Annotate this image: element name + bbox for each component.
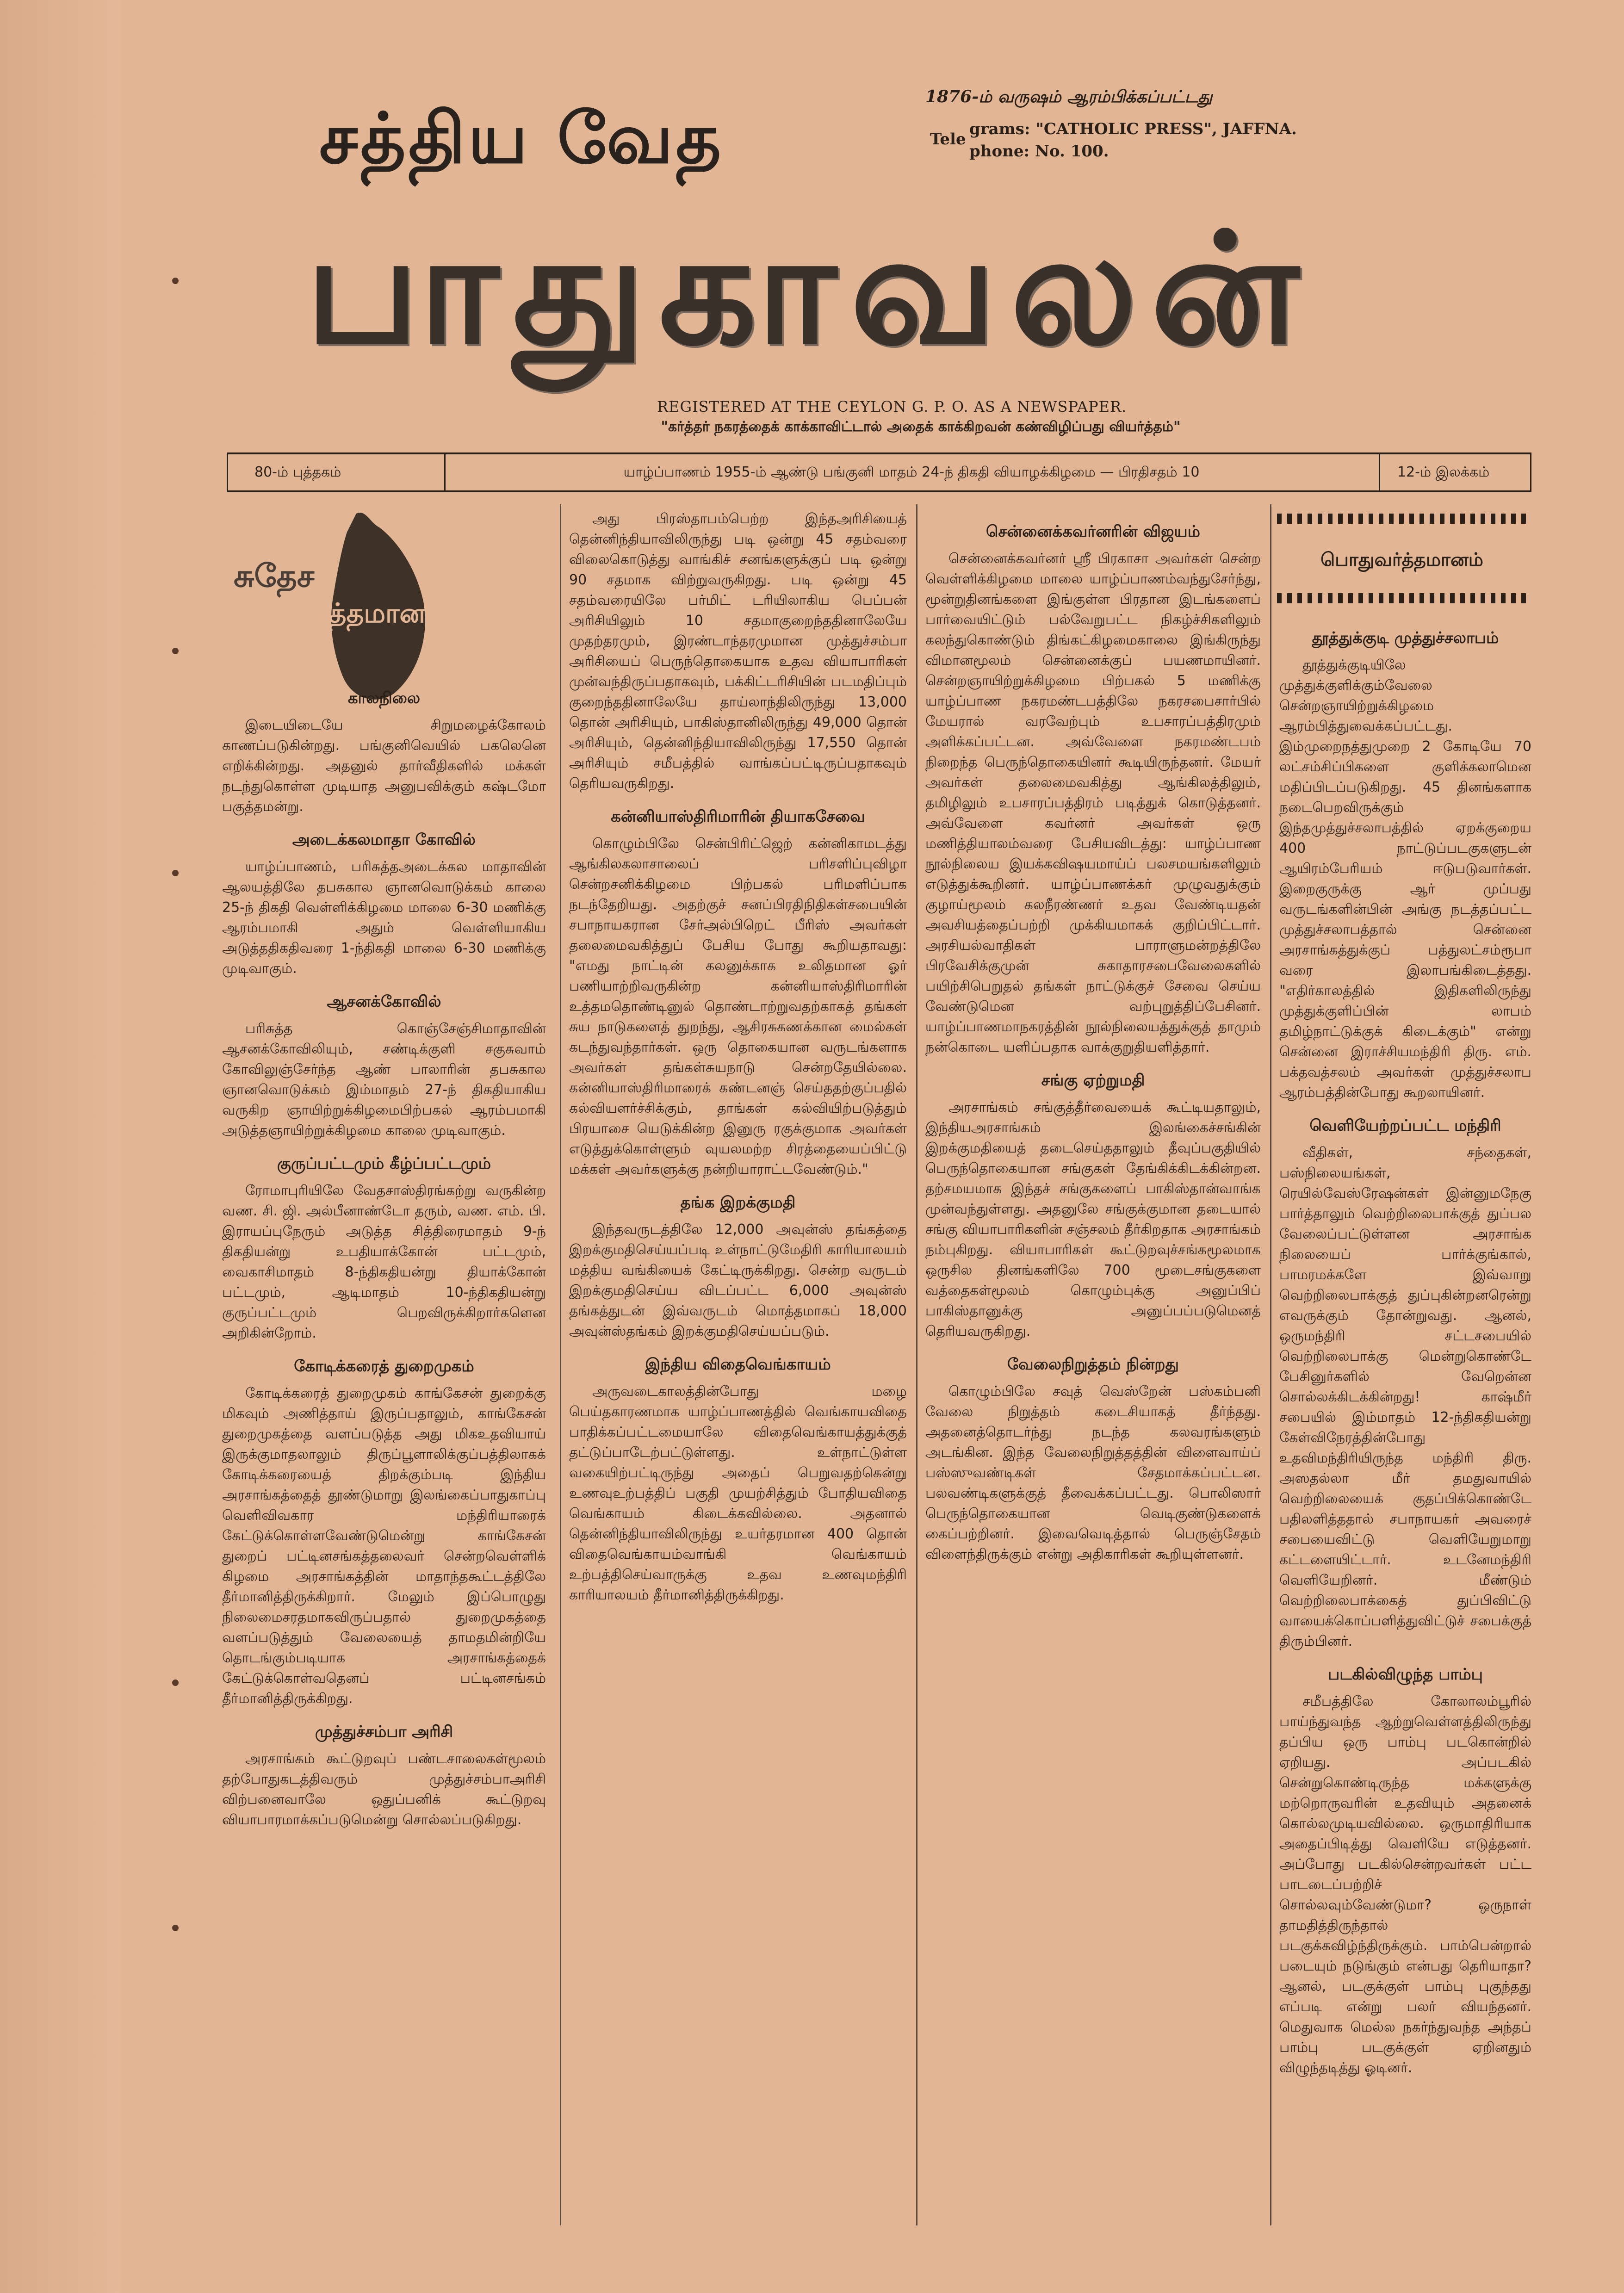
article-body: கொழும்பிலே சென்பிரிட்ஜெற் கன்னிகாமடத்து ஆங்கிலகலாசாலைப் பரிசளிப்புவிழா சென்றசனிக்கிழமை பிற்பகல் பரிமளிப்பாக நடந்தேறியது. அதற்குச் சனப்பிரதிநிதிகள்சபையின் சபாநாயகரான சேர்அல்பிறெட் பீரிஸ் அவர்கள் தலைமைவகித்துப் பேசிய போது கூறியதாவது: "எமது நாட்டின் கலனுக்காக உலிதமான ஓர் பணியாற்றிவருகின்ற கன்னியாஸ்திரிமாரின் உத்தமதொண்டினுல் தொண்டாற்றுவதற்காகத் தங்கள் சுய நாடுகளைத் துறந்து, ஆசிரசுகணக்கான மைல்கள் கடந்துவந்தார்கள். ஒரு தொகையான வருடங்களாக அவர்கள் தங்கள்சுயநாடு சென்றதேயில்லை. கன்னியாஸ்திரிமாரைக் கண்டனஞ் செய்ததற்குப்பதில் கல்வியளர்ச்சிக்கும், தாங்கள் கல்வியிற்படுத்தும் பிரயாசை யெடுக்கின்ற இனுரு ரகுக்குமாக அவர்கள் எடுத்துக்கொள்ளும் வுயலமற்ற சிரத்தையைப்பிட்டு மக்கள் அவர்களுக்கு நன்றியாராட்டவேண்டும்." [569,836,907,1177]
article-body: ரோமாபுரியிலே வேதசாஸ்திரங்கற்று வருகின்ற வண. சி. ஜி. அல்பீனாண்டோ தரும், வண. எம். பி. இராயப்புநேரும் அடுத்த சித்திரைமாதம் 9-ந் திகதியன்று உபதியாக்கோன் பட்டமும், வைகாசிமாதம் 8-ந்திகதியன்று தியாக்கோன் பட்டமும், ஆடிமாதம் 10-ந்திகதியன்று குருப்பட்டமும் பெறவிருக்கிறார்களென அறிகின்றோம். [222,1183,546,1341]
established-note: 1876-ம் வருஷம் ஆரம்பிக்கப்பட்டது [925,87,1213,106]
article-body: சமீபத்திலே கோலாலம்பூரில் பாய்ந்துவந்த ஆற்றுவெள்ளத்திலிருந்து தப்பிய ஒரு பாம்பு படகொன்றில் ஏறியது. அப்படகில் சென்றுகொண்டிருந்த மக்களுக்கு மற்றொருவரின் உதவியும் அதனைக் கொல்லமுடியவில்லை. ஒருமாதிரியாக அதைப்பிடித்து வெளியே எடுத்தனர். அப்போது படகில்சென்றவர்கள் பட்ட பாடடைப்பற்றிச் சொல்லவும்வேண்டுமா? ஒருநாள் தாமதித்திருந்தால் படகுக்கவிழ்ந்திருக்கும். பாம்பென்றால் படையும் நடுங்கும் என்பது தெரியாதா? ஆனல், படகுக்குள் பாம்பு புகுந்தது எப்படி என்று பலர் வியந்தனர். மெதுவாக மெல்ல நகர்ந்துவந்த அந்தப் பாம்பு படகுக்குள் ஏறினதும் விழுந்தடித்து ஓடினர். [1279,1693,1531,2076]
date-line: யாழ்ப்பாணம் 1955-ம் ஆண்டு பங்குனி மாதம் 24-ந் திகதி வியாழக்கிழமை — பிரதிசதம் 10 [623,464,1200,480]
section-title-sudesa [234,558,447,632]
article-body: பரிசுத்த கொஞ்சேஞ்சிமாதாவின் ஆசனக்கோவிலியும், சண்டிக்குளி சகுசுவாம் கோவிலுஞ்சேர்ந்த ஆண் பாலாரின் தபசுகால ஞானவொடுக்கம் இம்மாதம் 27-ந் திகதியாகிய வருகிற ஞாயிற்றுக்கிழமைபிற்பகல் ஆரம்பமாகி அடுத்தஞாயிற்றுக்கிழமை காலை முடிவாகும். [222,1021,546,1139]
article-heading: ஆசனக்கோவில் [327,992,441,1011]
article-body: கொழும்பிலே சவுத் வெஸ்றேன் பஸ்கம்பனி வேலை நிறுத்தம் கடைசியாகத் தீர்ந்தது. அதனைத்தொடர்ந்து நடந்த கலவரங்களும் அடங்கின. இந்த வேலைநிறுத்தத்தின் விளைவாய்ப் பஸ்ஸுவண்டிகள் சேதமாக்கப்பட்டன. பலவண்டிகளுக்குத் தீவைக்கப்பட்டது. பொலிஸார் பெருந்தொகையான வெடிகுண்டுகளைக் கைப்பற்றினர். இவைவெடித்தால் பெருஞ்சேதம் விளைந்திருக்கும் என்று அதிகாரிகள் கூறியுள்ளனர். [925,1383,1261,1562]
article-heading: இந்திய விதைவெங்காயம் [645,1355,831,1374]
motto: "கர்த்தர் நகரத்தைக் காக்காவிட்டால் அதைக் காக்கிறவன் கண்விழிப்பது வியர்த்தம்" [661,419,1181,435]
article-body: வீதிகள், சந்தைகள், பஸ்நிலையங்கள், ரெயில்வேஸ்ரேஷன்கள் இன்னுமநேகு பார்த்தாலும் வெற்றிலைபாக்குத் துப்பல வேலைப்பட்டுள்ளன அரசாங்க நிலையைப் பார்க்குங்கால், பாமரமக்களே இவ்வாறு வெற்றிலைபாக்குத் துப்புகின்றனரென்று எவருக்கும் தோன்றுவது. ஆனல், ஒருமந்திரி சட்டசபையில் வெற்றிலைபாக்கு மென்றுகொண்டே பேசினுர்களில் வேறென்ன சொல்லக்கிடக்கின்றது! காஷ்மீர் சபையில் இம்மாதம் 12-ந்திகதியன்று கேள்விநேரத்தின்போது உதவிமந்திரியிருந்த மந்திரி திரு. அஸதல்லா மீர் தமதுவாயில் வெற்றிலையைக் குதப்பிக்கொண்டே பதிலளித்ததால் சபாநாயகர் அவரைச் சபையைவிட்டு வெளியேறுமாறு கட்டளையிட்டார். உடனேமந்திரி வெளியேறினர். மீண்டும் வெற்றிலைபாக்கைத் துப்பிவிட்டு வாயைக்கொப்பளித்துவிட்டுச் சபைக்குத் திரும்பினர். [1279,1145,1531,1649]
registration-note: REGISTERED AT THE CEYLON G. P. O. AS A NEWSPAPER. [657,398,1127,415]
issue-info-bar [227,452,1531,492]
section-title-line2: வர்த்தமானம் [289,597,447,629]
binding-hole [172,870,179,876]
article-heading: முத்துச்சம்பா அரிசி [315,1723,453,1741]
article-body: கோடிக்கரைத் துறைமுகம் காங்கேசன் துறைக்கு மிகவும் அணித்தாய் இருப்பதாலும், காங்கேசன் துறைமுகத்தை வளப்படுத்த அது மிகஉதவியாய் இருக்குமாதலாலும் திருப்பூளாலிக்குப்பத்திலாகக் கோடிக்கரையைத் திறக்கும்படி இந்திய அரசாங்கத்தைத் தூண்டுமாறு இலங்கைப்பாதுகாப்பு வெளிவிவகார மந்திரியாரைக் கேட்டுக்கொள்ளவேண்டுமென்று காங்கேசன் துறைப் பட்டினசங்கத்தலைவர் சென்றவெள்ளிக் கிழமை அரசாங்கத்தின் மாதாந்தகூட்டத்திலே தீர்மானித்திருக்கிறார். மேலும் இப்பொழுது நிலைமைசரதமாகவிருப்பதால் துறைமுகத்தை வளப்படுத்தும் வேலையைத் தாமதமின்றியே தொடங்கும்படியாக அரசாங்கத்தைக் கேட்டுக்கொள்வதெனப் பட்டினசங்கம் தீர்மானித்திருக்கிறது. [222,1385,546,1707]
article-heading: குருப்பட்டமும் கீழ்ப்பட்டமும் [277,1154,491,1173]
article-body: இந்தவருடத்திலே 12,000 அவுன்ஸ் தங்கத்தை இறக்குமதிசெய்யப்படி உள்நாட்டுமேதிரி காரியாலயம் மத்திய வங்கியைக் கேட்டிருக்கிறது. சென்ற வருடம் இறக்குமதிசெய்ய விடப்பட்ட 6,000 அவுன்ஸ் தங்கத்துடன் இவ்வருடம் மொத்தமாகப் 18,000 அவுன்ஸ்தங்கம் இறக்குமதிசெய்யப்படும். [569,1221,907,1339]
ornament-border [1277,593,1527,603]
tele-prefix: Tele [930,130,966,149]
article-heading: சங்கு ஏற்றுமதி [1041,1071,1145,1090]
article-heading: கோடிக்கரைத் துறைமுகம் [294,1357,474,1376]
column-rule [916,504,917,2225]
article-body: அருவடைகாலத்தின்போது மழை பெய்தகாரணமாக யாழ்ப்பாணத்தில் வெங்காயவிதை பாதிக்கப்பட்டமையாலே விதைவெங்காயத்துக்குத் தட்டுப்பாடேற்பட்டுள்ளது. உள்நாட்டுள்ள வகையிற்பட்டிருந்து அதைப் பெறுவதற்கென்று உணவுஉற்பத்திப் பகுதி முயற்சித்தும் போதியவிதை வெங்காயம் கிடைக்கவில்லை. அதனால் தென்னிந்தியாவிலிருந்து உயர்தரமான 400 தொன் விதைவெங்காயம்வாங்கி வெங்காயம் உற்பத்திசெய்வாருக்கு உதவ உணவுமந்திரி காரியாலயம் தீர்மானித்திருக்கிறது. [569,1383,907,1603]
article-body: அது பிரஸ்தாபம்பெற்ற இந்தஅரிசியைத் தென்னிந்தியாவிலிருந்து படி ஒன்று 45 சதம்வரை விலைகொடுத்து வாங்கிச் சனங்களுக்குப் படி ஒன்று 90 சதமாக விற்றுவருகிறது. படி ஒன்று 45 சதம்வரையிலே பர்மிட் டரியிலாகிய பெப்பன் அரிசியிலும் 10 சதமாகுறைந்ததினாலேயே முதற்தரமும், இரண்டாந்தரமுமான முத்துச்சம்பா அரிசியைப் பெருந்தொகையாக உதவ வியாபாரிகள் முன்வந்திருப்பதாகவும், பக்கிட்டரிசியின் படமதிப்பும் குறைந்ததினாலேயே தாய்லாந்திலிருந்து 13,000 தொன் அரிசியும், பாகிஸ்தானிலிருந்து 49,000 தொன் அரிசியும், தென்னிந்தியாவிலிருந்து 17,550 தொன் அரிசியும் சமீபத்தில் வாங்கப்பட்டிருப்பதாகவும் தெரியவருகிறது. [569,511,907,792]
article-body: அரசாங்கம் சங்குத்தீர்வையைக் கூட்டியதாலும், இந்தியஅரசாங்கம் இலங்கைச்சங்கின் இறக்குமதியைத் தடைசெய்ததாலும் தீவுப்பகுதியில் பெருந்தொகையான சங்குகள் தேங்கிக்கிடக்கின்றன. தற்சமயமாக இந்தச் சங்குகளைப் பாகிஸ்தான்வாங்க முன்வந்துள்ளது. அதனுலே சங்குக்குமான தடையால் சங்கு வியாபாரிகளின் சஞ்சலம் தீர்கிறதாக அரசாங்கம் நம்புகிறது. வியாபாரிகள் கூட்டுறவுச்சங்கமூலமாக ஒருசில தினங்களிலே 700 மூடைசங்குகளை வத்தைகள்மூலம் கொழும்புக்கு அனுப்பிப் பாகிஸ்தானுக்கு அனுப்பப்படுமெனத் தெரியவருகிறது. [925,1099,1261,1339]
article-heading: சென்னைக்கவர்னரின் விஜயம் [986,522,1200,541]
column-rule [560,504,561,2225]
volume-number: 80-ம் புத்தகம் [254,464,341,480]
masthead-title-line2: பாதுகாவலன் [305,200,1313,378]
binding-hole [172,278,179,284]
section-title-line1: சுதேச [234,558,315,595]
telephone-line: phone: No. 100. [969,142,1109,161]
column-3 [925,509,1261,2221]
article-heading: வேலைநிறுத்தம் நின்றது [1007,1355,1179,1374]
page-left-margin [0,0,120,2293]
contact-lines [969,118,1297,162]
article-heading: வெளியேற்றப்பட்ட மந்திரி [1309,1116,1501,1135]
article-body: சென்னைக்கவர்னர் ஸ்ரீ பிரகாசா அவர்கள் சென்ற வெள்ளிக்கிழமை மாலை யாழ்ப்பாணம்வந்துசேர்ந்து, மூன்றுதினங்களை இங்குள்ள பிரதான இடங்களைப் பார்வையிட்டும் பல்வேறுபட்ட நிகழ்ச்சிகளிலும் கலந்துகொண்டும் திங்கட்கிழமைகாலை இங்கிருந்து விமானமூலம் சென்னைக்குப் பயணமாயினர். சென்றஞாயிற்றுக்கிழமை பிற்பகல் 5 மணிக்கு யாழ்ப்பாண நகரமண்டபத்திலே நகரசபைசார்பில் மேயரால் வரவேற்பும் உபசாரப்பத்திரமும் அளிக்கப்பட்டன. அவ்வேளை நகரமண்டபம் நிறைந்த பெருந்தொகையினர் கூடியிருந்தனர். மேயர் அவர்கள் தலைமைவகித்து ஆங்கிலத்திலும், தமிழிலும் உபசாரப்பத்திரம் படித்துக் கொடுத்தனர். அவ்வேளை கவர்னர் அவர்கள் ஒரு மணித்தியாலம்வரை பேசியவிடத்து: யாழ்ப்பாண நூல்நிலைய இயக்கவிஷயமாய்ப் பலசமயங்களிலும் எடுத்துக்கூறினர். யாழ்ப்பாணக்கர் முழுவதுக்கும் குழாய்மூலம் கலநீரண்ணர் உதவ வேண்டியதன் அவசியத்தைப்பற்றி முக்கியமாகக் குறிப்பிட்டார். அரசியல்வாதிகள் பாராளுமன்றத்திலே பிரவேசிக்குமுன் சுகாதாரசபைவேலைகளில் பயிற்சிபெறுதல் தங்கள் நாட்டுக்குச் சேவை செய்ய வேண்டுமென வற்புறுத்திப்பேசினர். யாழ்ப்பாணமாநகரத்தின் நூல்நிலையத்துக்குத் தாமும் நன்கொடை யளிப்பதாக வாக்குறுதியளித்தார். [925,551,1261,1055]
binding-hole [172,1925,179,1931]
issue-number: 12-ம் இலக்கம் [1397,464,1490,480]
article-heading: தூத்துக்குடி முத்துச்சலாபம் [1312,629,1499,647]
section-title-pothu: பொதுவர்த்தமானம் [1320,549,1483,570]
binding-hole [172,648,179,654]
column-rule [1270,504,1271,2225]
article-heading: தங்க இறக்குமதி [680,1193,796,1212]
column-4 [1279,615,1531,2221]
article-heading: படகில்விழுந்த பாம்பு [1328,1665,1483,1684]
masthead-title-line1: சத்திய வேத [319,99,724,179]
article-heading: காலநிலை [347,689,421,707]
article-body: யாழ்ப்பாணம், பரிசுத்தஅடைக்கல மாதாவின் ஆலயத்திலே தபசுகால ஞானவொடுக்கம் காலை 25-ந் திகதி வெள்ளிக்கிழமை மாலை 6-30 மணிக்கு ஆரம்பமாகி அதும் வெள்ளியாகிய அடுத்ததிகதிவரை 1-ந்திகதி மாலை 6-30 மணிக்கு முடிவாகும். [222,859,546,977]
telegrams-line: grams: "CATHOLIC PRESS", JAFFNA. [969,120,1297,138]
ornament-border [1277,514,1527,524]
article-heading: கன்னியாஸ்திரிமாரின் தியாகசேவை [611,807,865,826]
article-body: அரசாங்கம் கூட்டுறவுப் பண்டசாலைகள்மூலம் தற்போதுகடத்திவரும் முத்துச்சம்பாஅரிசி விற்பனைவாலே ஒதுப்பனிக் கூட்டுறவு வியாபாரமாக்கப்படுமென்று சொல்லப்படுகிறது. [222,1751,546,1828]
article-body: தூத்துக்குடியிலே முத்துக்குளிக்கும்வேலை சென்றஞாயிற்றுக்கிழமை ஆரம்பித்துவைக்கப்பட்டது. இம்முறைநத்துமுறை 2 கோடியே 70 லட்சம்சிப்பிகளை குளிக்கலாமென மதிப்பிடப்படுகிறது. 45 தினங்களாக நடைபெறவிருக்கும் இந்தமுத்துச்சலாபத்தில் ஏறக்குறைய 400 நாட்டுப்படகுகளுடன் ஆயிரம்பேரியம் ஈடுபடுவார்கள். இறைகுருக்கு ஆர் முப்பது வருடங்களின்பின் அங்கு நடத்தப்பட்ட முத்துச்சலாபத்தால் சென்னை அரசாங்கத்துக்குப் பத்துலட்சம்ரூபா வரை இலாபங்கிடைத்தது. "எதிர்காலத்தில் இதிகளிலிருந்து முத்துக்குளிப்பின் லாபம் தமிழ்நாட்டுக்குக் கிடைக்கும்" என்று சென்னை இராச்சியமந்திரி திரு. எம். பக்தவத்சலம் அவர்கள் முத்துச்சலாப ஆரம்பத்தின்போது கூறலாயினர். [1279,657,1531,1101]
binding-hole [172,1679,179,1686]
column-2 [569,509,907,2221]
column-1 [222,676,546,2221]
article-body: இடையிடையே சிறுமழைக்கோலம் காணப்படுகின்றது. பங்குனிவெயில் பகலெனெ எறிக்கின்றது. அதனுல் தார்வீதிகளில் மக்கள் நடந்துகொள்ள முடியாத அனுபவிக்கும் கஷ்டமோ பகுத்தமன்று. [222,717,546,815]
article-heading: அடைக்கலமாதா கோவில் [292,830,476,849]
